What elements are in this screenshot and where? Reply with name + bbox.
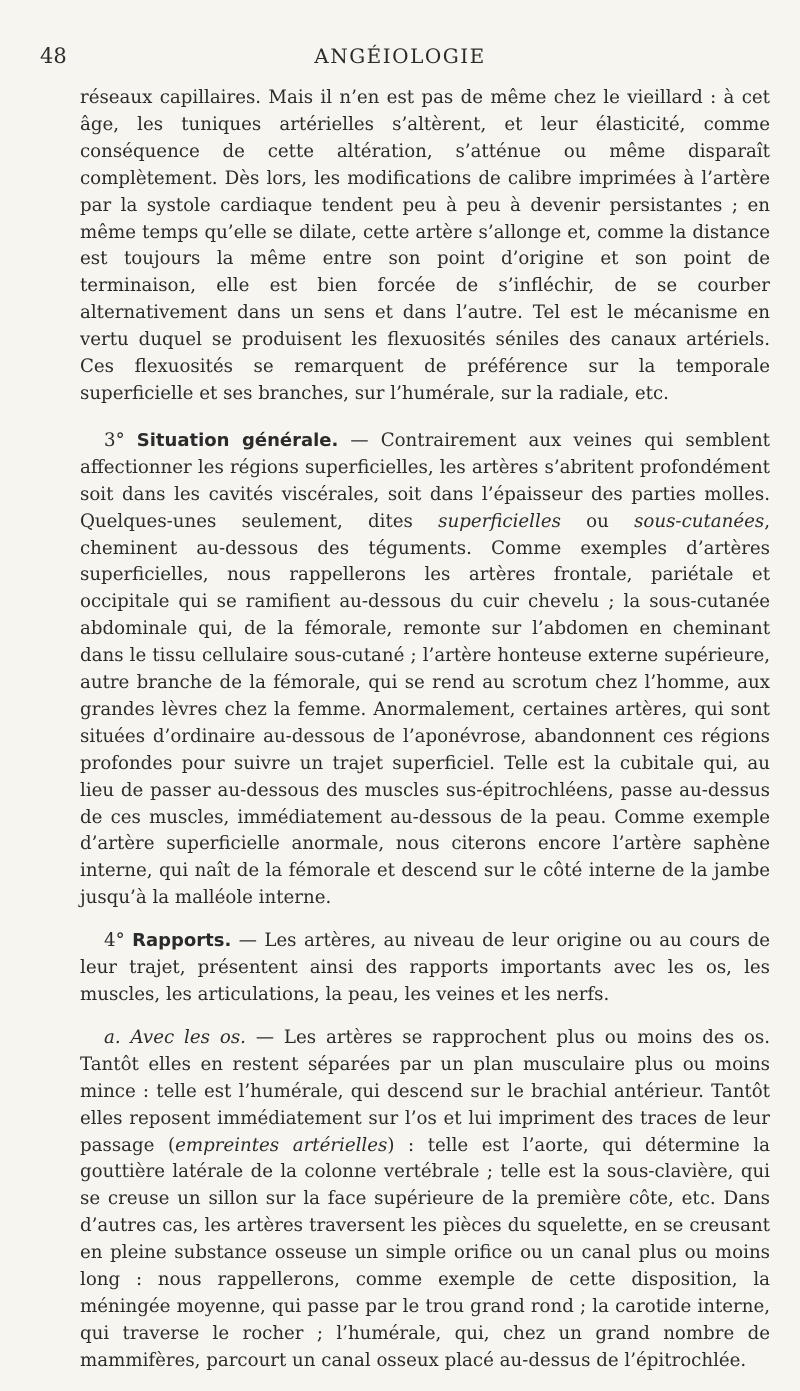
body-text bbox=[80, 85, 770, 1391]
emphasis-sous-cutanees: sous-cutanées bbox=[634, 510, 765, 532]
section-number: 4° bbox=[104, 930, 125, 952]
section-title-rapports: Rapports. bbox=[132, 930, 232, 952]
paragraph-situation-generale: 3° Situation générale. — Contrairement aux veines qui semblent affectionner les régions superficielles, les artères s’abritent profondément soit dans les cavités viscérales, soit dans l’épaisseur des parties molles. Quelques-unes seulement, dites superficielles ou sous-cutanées, cheminent au-dessous des téguments. Comme exemples d’artères superficielles, nous rappellerons les artères frontale, pariétale et occipitale qui se ramifient au-dessous du cuir chevelu ; la sous-cutanée abdominale qui, de la fémorale, remonte sur l’abdomen en cheminant dans le tissu cellulaire sous-cutané ; l’artère honteuse externe supérieure, autre branche de la fémorale, qui se rend au scrotum chez l’homme, aux grandes lèvres chez la femme. Anormalement, certaines artères, qui sont situées d’ordinaire au-dessous de l’aponévrose, abandonnent ces régions profondes pour suivre un trajet superficiel. Telle est la cubitale qui, au lieu de passer au-dessous des muscles sus-épitrochléens, passe au-dessus de ces muscles, immédiatement au-dessous de la peau. Comme exemple d’artère superficielle anormale, nous citerons encore l’artère saphène interne, qui naît de la fémorale et descend sur le côté interne de la jambe jusqu’à la malléole interne. bbox=[80, 429, 770, 909]
subsection-title-avec-les-os: a. Avec les os. bbox=[104, 1026, 246, 1048]
running-title: ANGÉIOLOGIE bbox=[314, 44, 486, 68]
page-header bbox=[0, 20, 800, 68]
section-title-situation: Situation générale. bbox=[136, 429, 339, 451]
paragraph-avec-les-os: a. Avec les os. — Les artères se rapprochent plus ou moins des os. Tantôt elles en restent séparées par un plan musculaire plus ou moins mince : telle est l’humérale, qui descend sur le brachial antérieur. Tantôt elles reposent immédiatement sur l’os et lui impriment des traces de leur passage (empreintes artérielles) : telle est l’aorte, qui détermine la gouttière latérale de la colonne vertébrale ; telle est la sous-clavière, qui se creuse un sillon sur la face supérieure de la première côte, etc. Dans d’autres cas, les artères traversent les pièces du squelette, en se creusant en pleine substance osseuse un simple orifice ou un canal plus ou moins long : nous rappellerons, comme exemple de cette disposition, la méningée moyenne, qui passe par le trou grand rond ; la carotide interne, qui traverse le rocher ; l’humérale, qui, chez un grand nombre de mammifères, parcourt un canal osseux placé au-dessus de l’épitrochlée. bbox=[80, 1026, 770, 1371]
section-number: 3° bbox=[104, 429, 125, 451]
emphasis-empreintes-arterielles: empreintes artérielles bbox=[175, 1134, 388, 1156]
paragraph-rapports: 4° Rapports. — Les artères, au niveau de leur origine ou au cours de leur trajet, présentent ainsi des rapports importants avec les os, les muscles, les articulations, la peau, les veines et les nerfs. bbox=[80, 930, 770, 1005]
paragraph-flexuosites: réseaux capillaires. Mais il n’en est pas de même chez le vieillard : à cet âge, les tuniques artérielles s’altèrent, et leur élasticité, comme conséquence de cette altération, s’atténue ou même disparaît complètement. Dès lors, les modifications de calibre imprimées à l’artère par la systole cardiaque tendent peu à peu à devenir persistantes ; en même temps qu’elle se dilate, cette artère s’allonge et, comme la distance est toujours la même entre son point d’origine et son point de terminaison, elle est bien forcée de s’infléchir, de se courber alternativement dans un sens et dans l’autre. Tel est le mécanisme en vertu duquel se produisent les flexuosités séniles des canaux artériels. Ces flexuosités se remarquent de préférence sur la temporale superficielle et ses branches, sur l’humérale, sur la radiale, etc. bbox=[80, 87, 770, 404]
page-number: 48 bbox=[40, 44, 67, 68]
emphasis-superficielles: superficielles bbox=[438, 510, 561, 532]
